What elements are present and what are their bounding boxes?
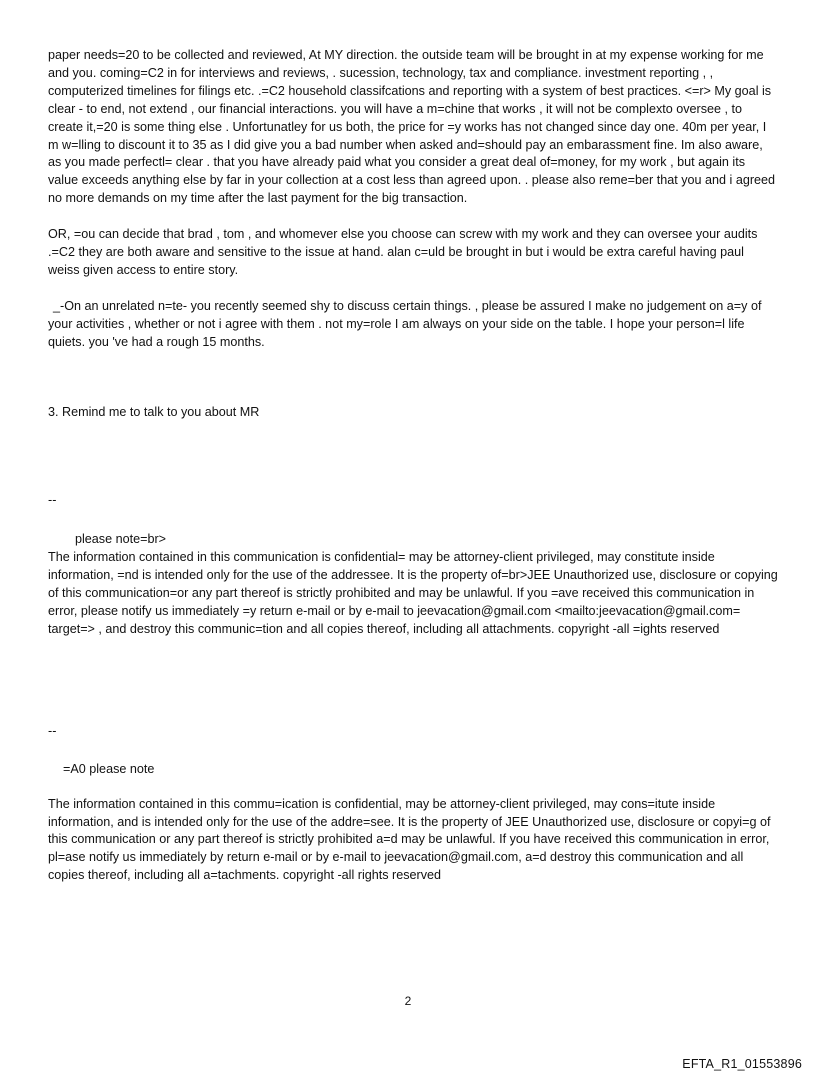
signature-separator-1: -- (48, 492, 57, 507)
body-paragraph-3: _-On an unrelated n=te- you recently seemed shy to discuss certain things. , please be assured I make no judgement on a=y of your activities , whether or not i agree with them . not my=role I am always on your side on the table. I hope your person=l life quiets. you 've had a rough 15 months. (48, 298, 762, 349)
page-number: 2 (404, 994, 412, 1008)
bates-number: EFTA_R1_01553896 (682, 1057, 802, 1071)
please-note-1: please note=br> (75, 532, 167, 547)
signature-separator-2: -- (48, 723, 57, 738)
confidentiality-disclaimer-2: The information contained in this commu=ication is confidential, may be attorney-client privileged, may cons=itute inside information, and is intended only for the use of the addre=see. It is the property of JEE Unauthorized use, disclosure or copyi=g of this communication or any part thereof is strictly prohibited a=d may be unlawful. If you have received this communication in error, pl=ase notify us immediately by return e-mail or by e-mail to jeevacation@gmail.com, a=d destroy this communication and all copies thereof, including all a=tachments. copyright -all rights reserved (48, 796, 771, 883)
please-note-2: =A0 please note (63, 761, 155, 776)
body-paragraph-1: paper needs=20 to be collected and reviewed, At MY direction. the outside team will be brought in at my expense working for me and you. coming=C2 in for interviews and reviews, . sucession, technology, tax and compliance. investment reporting , , computerized timelines for filings etc. .=C2 household classifcations and reporting with a system of best practices. <=r> My goal is clear - to end, not extend , our financial interactions. you will have a m=chine that works , it will not be complexto oversee , to create it,=20 is some thing else . Unfortunatley for us both, the price for =y works has not changed since day one. 40m per year, I m w=lling to discount it to 35 as I did give you a bad number when asked and=should pay an embarassment fine. Im also aware, as you made perfectl= clear . that you have already paid what you consider a great deal of=money, for my work , but again its value exceeds anything else by far in your collection at a cost less than agreed upon. . please also reme=ber that you and i agreed no more demands on my time after the last payment for the big transaction. (48, 48, 776, 206)
body-paragraph-4: 3. Remind me to talk to you about MR (48, 404, 260, 419)
email-body (48, 47, 778, 885)
body-paragraph-2: OR, =ou can decide that brad , tom , and whomever else you choose can screw with my work and they can oversee your audits .=C2 they are both aware and sensitive to the issue at hand. alan c=uld be brought in but i would be extra careful having paul weiss given access to entire story. (48, 227, 758, 277)
confidentiality-disclaimer-1: The information contained in this communication is confidential= may be attorney-client privileged, may constitute inside information, =nd is intended only for the use of the addressee. It is the property of=br>JEE Unauthorized use, disclosure or copying of this communication=or any part thereof is strictly prohibited and may be unlawful. If you =ave received this communication in error, please notify us immediately =y return e-mail or by e-mail to jeevacation@gmail.com <mailto:jeevacation@gmail.com= target=> , and destroy this communic=tion and all copies thereof, including all attachments. copyright -all =ights reserved (48, 550, 778, 636)
